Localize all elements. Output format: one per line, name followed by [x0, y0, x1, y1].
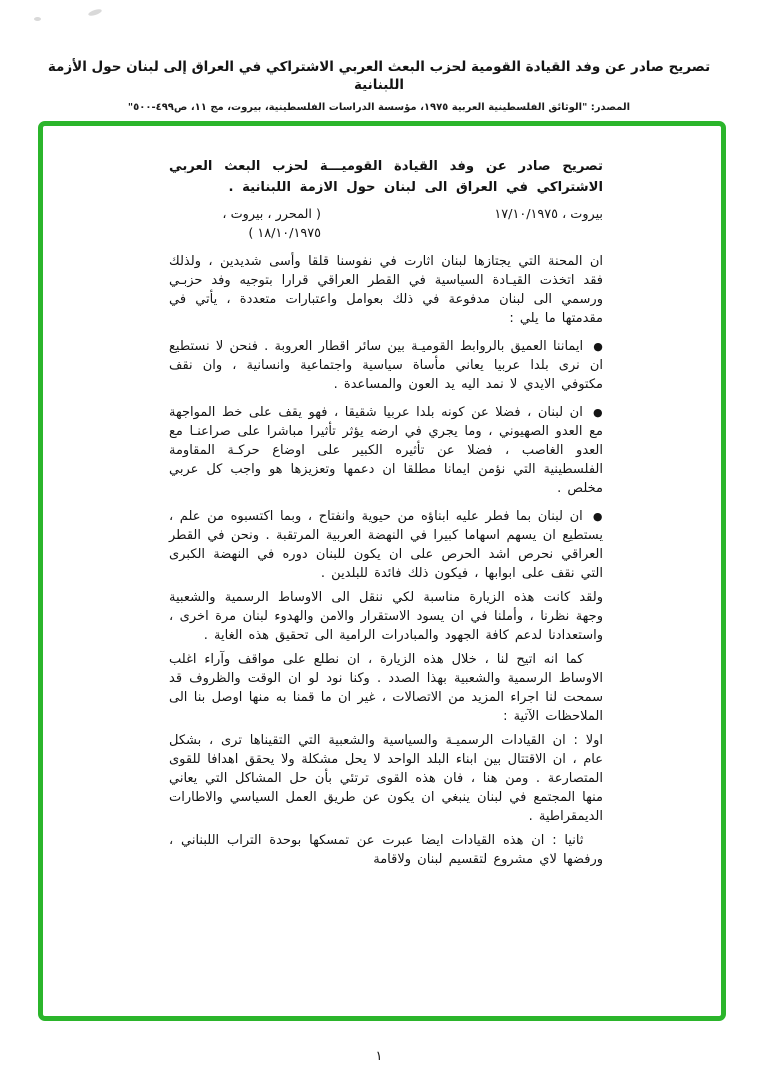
paragraph: ولقد كانت هذه الزيارة مناسبة لكي ننقل الى الاوساط الرسمية والشعبية وجهة نظرنا ، وأملنا في ان يسود الاستقرار والامن والهدوء لبنان مرة اخرى ، واستعدادنا لدعم كافة الجهود والمبادرات الرامية الى تحقيق هذه الغاية . [169, 590, 603, 643]
highlight-frame [38, 121, 726, 1021]
paragraph: ● ان لبنان بما فطر عليه ابناؤه من حيوية وانفتاح ، وبما اكتسبوه من علم ، يستطيع ان يسهم اسهاما كبيرا في النهضة العربية المرتقبة . ونحن في القطر العراقي نحرص اشد الحرص على ان يكون للبنان دوره في النهضة الكبرى التي نقف على ابوابها ، فيكون ذلك فائدة للبلدين . [169, 509, 603, 581]
dateline [169, 205, 603, 243]
source-citation: المصدر: "الوثائق الفلسطينية العربية ١٩٧٥، مؤسسة الدراسات الفلسطينية، بيروت، مج ١١، ص٤٩٩-٥٠٠" [127, 102, 631, 113]
bullet-icon: ● [592, 510, 603, 523]
bullet-icon: ● [592, 406, 603, 419]
scan-artifact [88, 8, 103, 17]
paragraph: ان المحنة التي يجتازها لبنان اثارت في نفوسنا قلقا وأسى شديدين ، ولذلك فقد اتخذت القيـادة السياسية في القطر العراقي قرارا بتوجيه وفد حزبـي ورسمي الى لبنان مدفوعة في ذلك بعوامل واعتبارات متعددة ، يأتي في مقدمتها ما يلي : [169, 254, 603, 326]
page-title: تصريح صادر عن وفد القيادة القومية لحزب البعث العربي الاشتراكي في العراق إلى لبنان حول الأزمة اللبنانية [47, 59, 711, 93]
paragraph: ● ان لبنان ، فضلا عن كونه بلدا عربيا شقيقا ، فهو يقف على خط المواجهة مع العدو الصهيوني ، وما يجري في ارضه يؤثر تأثيرا مباشرا على صراعنـا مع العدو الغاصب ، فضلا عن تأثيره الكبير على اوضاع حركـة المقاومة الفلسطينية التي نؤمن ايمانا مطلقا ان دعمها وتعزيزها هو واجب كل عربي مخلص . [169, 405, 603, 496]
paragraph: اولا : ان القيادات الرسميـة والسياسية والشعبية التي التقيناها ترى ، بشكل عام ، ان الاقتتال بين ابناء البلد الواحد لا يحل مشكلة ولا يحقق اهدافا للقوى المتصارعة . ومن هنا ، فان هذه القوى ترتئي بأن حل المشاكل التي يعاني منها المجتمع في لبنان ينبغي ان يكون عن طريق العمل السياسي والاطارات الديمقراطية . [169, 733, 603, 824]
statement-body [169, 252, 603, 869]
paragraph: ● ايماننا العميق بالروابط القوميـة بين سائر اقطار العروبة . فنحن لا نستطيع ان نرى بلدا عربيا يعاني مأساة سياسية واجتماعية وانسانية ، وان نقف مكتوفي الايدي لا نمد اليه يد العون والمساعدة . [169, 339, 603, 392]
dateline-publisher: ( المحرر ، بيروت ، ١٨/١٠/١٩٧٥ ) [222, 207, 321, 241]
header [0, 58, 758, 113]
bullet-icon: ● [593, 340, 603, 353]
statement-title: تصريح صادر عن وفد القيادة القوميـــة لحزب البعث العربي الاشتراكي في العراق الى لبنان حول الازمة اللبنانية . [169, 159, 603, 195]
scanned-document [43, 126, 721, 869]
paragraph: ثانيا : ان هذه القيادات ايضا عبرت عن تمسكها بوحدة التراب اللبناني ، ورفضها لاي مشروع لتقسيم لبنان ولاقامة [169, 833, 603, 867]
page-number: ١ [375, 1049, 383, 1064]
dateline-place-date: بيروت ، ١٧/١٠/١٩٧٥ [494, 207, 603, 222]
scan-artifact [34, 17, 41, 21]
paragraph: كما انه اتيح لنا ، خلال هذه الزيارة ، ان نطلع على مواقف وآراء اغلب الاوساط الرسمية والشعبية بهذا الصدد . وكنا نود لو ان الوقت والظروف قد سمحت لنا اجراء المزيد من الاتصالات ، غير ان ما قمنا به منها اوصل بنا الى الملاحظات الآتية : [169, 652, 603, 724]
